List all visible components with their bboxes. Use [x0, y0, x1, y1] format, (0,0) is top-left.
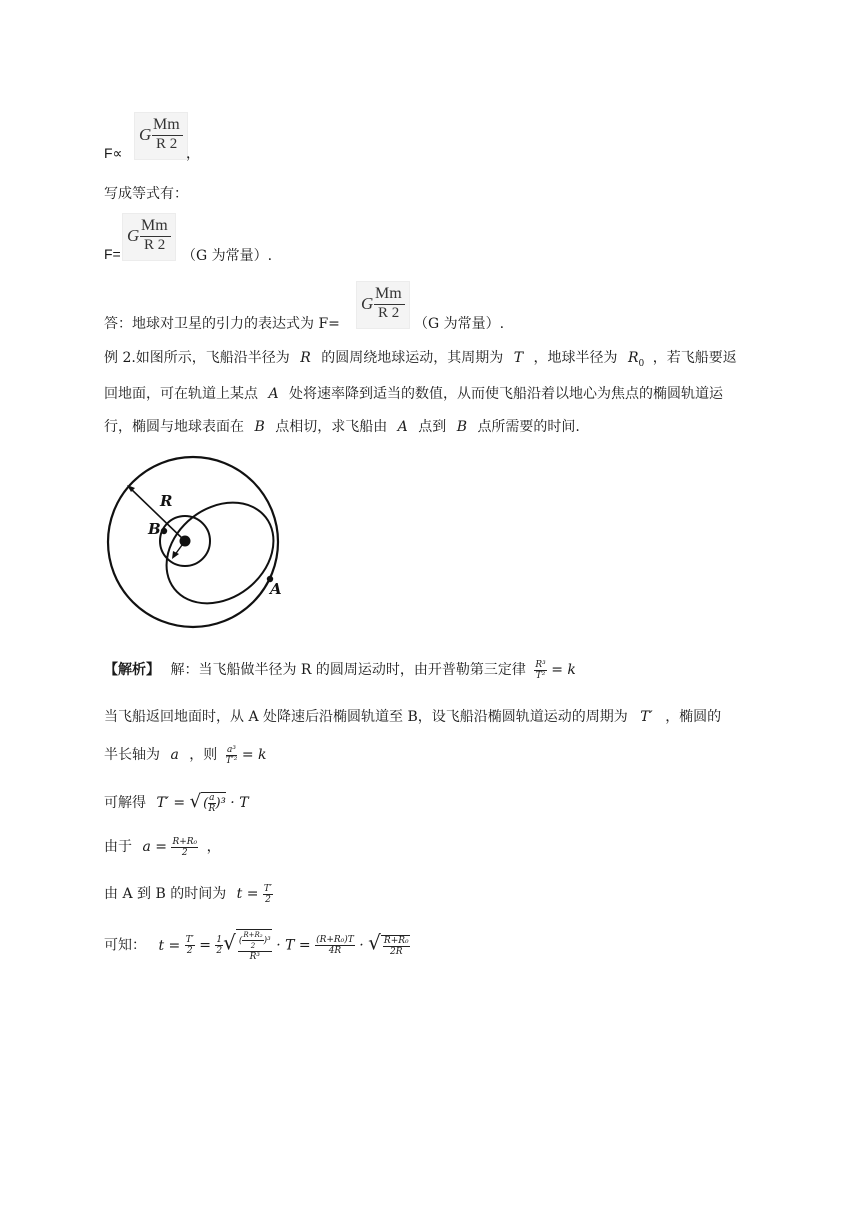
- formula-den: R 2: [378, 305, 400, 321]
- example-2-line-1: [104, 347, 737, 369]
- text: 可解得: [104, 795, 146, 811]
- text: 点相切，求飞船由: [275, 419, 388, 435]
- text: ，椭圆的: [665, 709, 722, 725]
- symbol-a: A: [397, 419, 408, 435]
- formula-image-gmm-r2: [356, 281, 410, 329]
- solution-line-5: 由于 a = $\frac{\text{R+R₀}}{2}$ ，: [104, 836, 221, 858]
- label-r: R: [160, 492, 173, 510]
- text: 处将速率降到适当的数值，从而使飞船沿着以地心为焦点的椭圆轨道运: [289, 386, 724, 402]
- text: 解：当飞船做半径为 R 的圆周运动时，由开普勒第三定律: [170, 662, 526, 678]
- text: 由 A 到 B 的时间为: [104, 886, 227, 902]
- equation-line: [104, 246, 121, 262]
- fraction-a3-t2: $\frac{\text{a³}}{\text{T′²}}$: [225, 744, 238, 766]
- proportional-line: [104, 145, 123, 162]
- solution-line-6: 由 A 到 B 的时间为 t = $\frac{T'}{2}$: [104, 883, 272, 905]
- comma: [186, 143, 200, 163]
- fraction-r3-t2: $\frac{\text{R³}}{\text{T²}}$: [535, 659, 546, 681]
- subscript: 0: [638, 358, 645, 369]
- text: 行，椭圆与地球表面在: [104, 419, 244, 435]
- text: 点到: [418, 419, 447, 435]
- answer-line: 答：地球对卫星的引力的表达式为 F=: [104, 316, 340, 332]
- text: 半长轴为: [104, 747, 160, 763]
- solution-line-1: 【解析】 解：当飞船做半径为 R 的圆周运动时，由开普勒第三定律 $\frac{\text{R³}}{\text{T²}}$ = k: [104, 659, 576, 681]
- solution-line-3: 半长轴为 a ，则 $\frac{\text{a³}}{\text{T′²}}$ = k: [104, 744, 267, 766]
- label-b: B: [148, 520, 161, 538]
- symbol-r0: R: [627, 350, 639, 366]
- arrow-head-icon: [172, 551, 179, 559]
- text: ，: [186, 146, 200, 162]
- symbol-a-lower: a: [170, 747, 179, 763]
- formula-num: Mm: [375, 285, 402, 302]
- constant-note: （G 为常量）.: [182, 248, 273, 264]
- equation-intro: 写成等式有：: [104, 186, 188, 202]
- formula-num: Mm: [153, 116, 180, 133]
- formula-num: Mm: [141, 217, 168, 234]
- formula-g: G: [361, 294, 374, 313]
- symbol-r: R: [300, 350, 311, 366]
- solution-line-4: 可解得 T′ = √ ( $\frac{a}{R}$ )³ · T: [104, 791, 249, 814]
- text: 当飞船返回地面时，从 A 处降速后沿椭圆轨道至 B，设飞船沿椭圆轨道运动的周期为: [104, 709, 628, 725]
- formula-den: R 2: [156, 136, 178, 152]
- text: ，: [206, 839, 221, 855]
- example-2-line-2: [104, 383, 723, 403]
- formula-g: G: [127, 226, 140, 245]
- symbol-t: T: [513, 350, 524, 366]
- text: F∝: [104, 145, 123, 161]
- formula-image-gmm-r2: [122, 213, 176, 261]
- text: 例 2.如图所示，飞船沿半径为: [104, 350, 290, 366]
- example-2-line-3: [104, 416, 580, 436]
- point-b: [161, 528, 167, 534]
- text: F=: [104, 246, 121, 262]
- text: ，地球半径为: [533, 350, 618, 366]
- solution-line-7: 可知： t = $\frac{T'}{2}$ = $\frac{1}{2}$ √ ( $\frac{\text{R+R₂}}{2}$ )³ R³ · T = $\frac{\text{(R+R₀)T}}{4R}$ · √ $\frac{\text{R+R₀}}{2R}$: [104, 930, 409, 962]
- formula-den: R 2: [144, 237, 166, 253]
- symbol-b: B: [456, 419, 467, 435]
- text: 的圆周绕地球运动，其周期为: [321, 350, 504, 366]
- text: 可知：: [104, 937, 146, 954]
- text: ，则: [189, 747, 218, 763]
- text: ，若飞船要返: [652, 350, 737, 366]
- text: 回地面，可在轨道上某点: [104, 386, 258, 402]
- formula-image-gmm-r2: [134, 112, 188, 160]
- text: 点所需要的时间.: [477, 419, 580, 435]
- formula-g: G: [139, 125, 152, 144]
- symbol-a: A: [268, 386, 279, 402]
- label-a: A: [270, 580, 282, 598]
- constant-note: （G 为常量）.: [414, 316, 505, 332]
- solution-line-2: 当飞船返回地面时，从 A 处降速后沿椭圆轨道至 B，设飞船沿椭圆轨道运动的周期为 T′ ，椭圆的: [104, 709, 722, 725]
- text: 由于: [104, 839, 132, 855]
- symbol-b: B: [254, 419, 265, 435]
- orbit-figure: [100, 450, 290, 635]
- solution-tag: 【解析】: [104, 662, 160, 678]
